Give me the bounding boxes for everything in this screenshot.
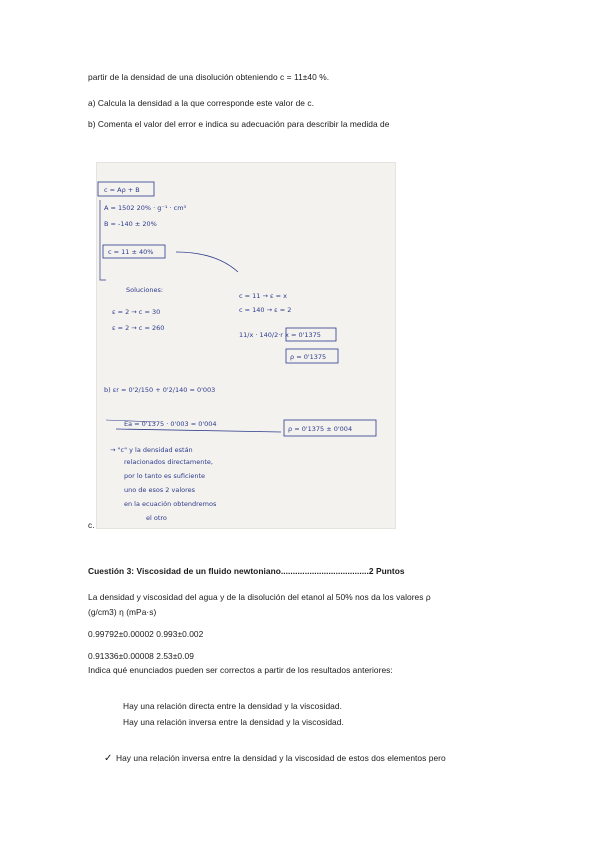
hw-line: A = 1502 20% · g⁻¹ · cm³ [104,204,187,212]
intro-line: partir de la densidad de una disolución obteniendo c = 11±40 %. [88,72,330,82]
question-3-text: La densidad y viscosidad del agua y de la disolución del etanol al 50% nos da los valores ρ [88,592,431,602]
option-3-label: Hay una relación inversa entre la densidad y la viscosidad de estos dos elementos pero [116,753,446,763]
question-3-prompt: Indica qué enunciados pueden ser correctos a partir de los resultados anteriores: [88,665,393,675]
hw-line: b) εr = 0'2/150 + 0'2/140 = 0'003 [104,386,216,394]
question-3-title: Cuestión 3: Viscosidad de un fluido newtoniano.....................................2 Puntos [88,566,405,576]
checkmark-icon: ✓ [104,753,113,764]
hw-line: 11/x · 140/2·r x = 0'1375 [239,331,321,339]
hw-line: c = 11 → ε = x [239,292,287,300]
hw-line: uno de esos 2 valores [124,486,196,494]
hw-line: ε = 2 → c = 30 [112,308,161,316]
hw-line: ε = 2 → c = 260 [112,324,165,332]
option-2[interactable]: Hay una relación inversa entre la densidad y la viscosidad. [123,717,344,727]
hw-line: ρ = 0'1375 ± 0'004 [288,425,353,433]
photo-caption: c. [88,520,95,530]
hw-line: c = 11 ± 40% [108,248,154,256]
hw-line: Ea = 0'1375 · 0'003 = 0'004 [124,420,217,428]
hw-line: B = -140 ± 20% [104,220,157,228]
arrow-1 [176,252,238,272]
arrow-2 [116,429,281,432]
values-ethanol: 0.91336±0.00008 2.53±0.09 [88,651,194,661]
question-3-units: (g/cm3) η (mPa·s) [88,607,157,617]
hw-line: el otro [146,514,167,522]
hw-line: en la ecuación obtendremos [124,500,217,508]
option-3[interactable] [104,753,446,764]
option-1[interactable]: Hay una relación directa entre la densidad y la viscosidad. [123,701,342,711]
hw-line: c = 140 → ε = 2 [239,306,292,314]
item-b: b) Comenta el valor del error e indica su adecuación para describir la medida de [88,119,390,129]
handwritten-answer-photo [96,162,396,529]
values-water: 0.99792±0.00002 0.993±0.002 [88,629,204,639]
hw-line: relacionados directamente, [124,458,213,466]
hw-line: ρ = 0'1375 [290,353,327,361]
bracket [100,200,106,280]
hw-line: → "c" y la densidad están [110,446,193,454]
handwriting-svg [96,162,396,529]
item-a: a) Calcula la densidad a la que corresponde este valor de c. [88,98,315,108]
hw-line: c = Aρ + B [104,186,140,194]
hw-line: Soluciones: [126,286,164,294]
hw-line: por lo tanto es suficiente [124,472,206,480]
